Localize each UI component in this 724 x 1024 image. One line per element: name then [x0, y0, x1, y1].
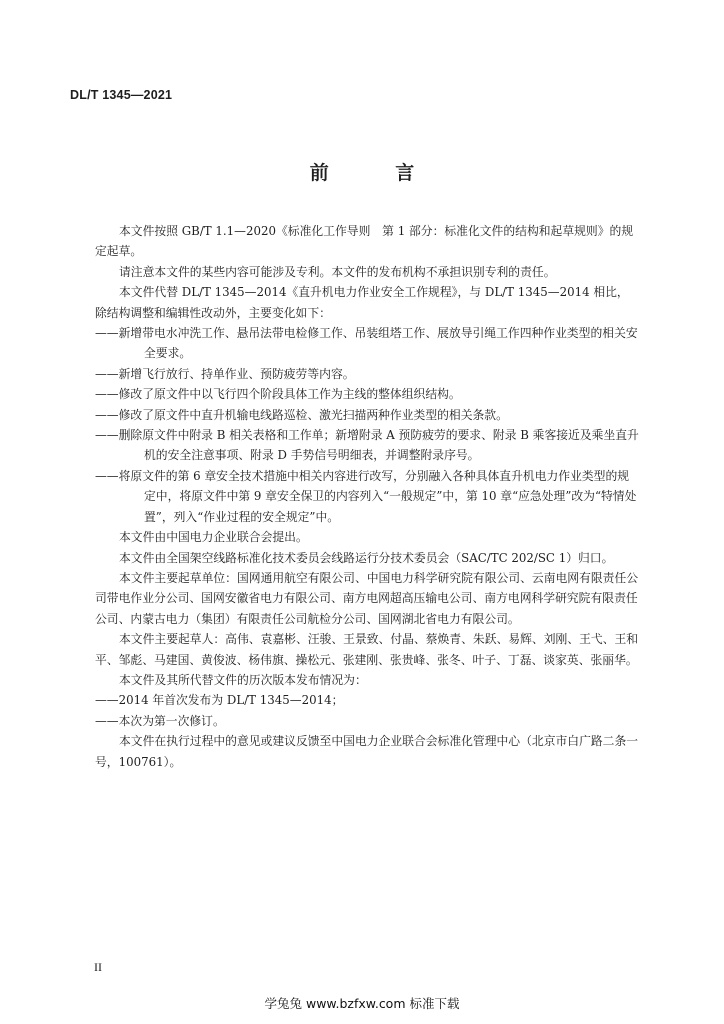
change-item: ——修改了原文件中以飞行四个阶段具体工作为主线的整体组织结构。 [95, 387, 461, 402]
paragraph-drafting-units: 本文件主要起草单位：国网通用航空有限公司、中国电力科学研究院有限公司、云南电网有限责任公司带电作业分公司、国网安徽省电力有限公司、南方电网超高压输电公司、南方电网科学研究院有限责任公司、内蒙古电力（集团）有限责任公司航检分公司、国网湖北省电力有限公司。 [95, 570, 639, 626]
change-item: ——新增带电水冲洗工作、悬吊法带电检修工作、吊装组塔工作、展放导引绳工作四种作业类型的相关安全要求。 [95, 326, 638, 361]
history-item: ——本次为第一次修订。 [95, 713, 225, 728]
paragraph-history-intro: 本文件及其所代替文件的历次版本发布情况为： [119, 672, 367, 687]
history-item: ——2014 年首次发布为 DL/T 1345—2014； [95, 693, 344, 708]
paragraph-replacement: 本文件代替 DL/T 1345—2014《直升机电力作业安全工作规程》，与 DL/T 1345—2014 相比，除结构调整和编辑性改动外，主要变化如下： [95, 285, 629, 320]
paragraph-technical-committee: 本文件由全国架空线路标准化技术委员会线路运行分技术委员会（SAC/TC 202/SC 1）归口。 [119, 550, 614, 565]
paragraph-drafters: 本文件主要起草人：高伟、袁嘉彬、汪骏、王景致、付晶、蔡焕青、朱跃、易辉、刘刚、王弋、王和平、邹彪、马建国、黄俊波、杨伟旗、操松元、张建刚、张贵峰、张冬、叶子、丁磊、谈家英、张丽华。 [95, 632, 639, 667]
standard-code: DL/T 1345—2021 [70, 88, 173, 102]
page-number: II [94, 960, 102, 974]
change-item: ——修改了原文件中直升机输电线路巡检、激光扫描两种作业类型的相关条款。 [95, 407, 508, 422]
page-title: 前 言 [309, 162, 445, 184]
paragraph-drafting-basis: 本文件按照 GB/T 1.1—2020《标准化工作导则 第 1 部分：标准化文件的结构和起草规则》的规定起草。 [95, 224, 634, 259]
change-item: ——新增飞行放行、持单作业、预防疲劳等内容。 [95, 366, 355, 381]
change-item: ——将原文件的第 6 章安全技术措施中相关内容进行改写，分别融入各种具体直升机电力作业类型的规定中，将原文件中第 9 章安全保卫的内容列入“一般规定”中，第 10 章“应急处理”改为“特情处置”，列入“作业过程的安全规定”中。 [95, 468, 637, 524]
paragraph-feedback: 本文件在执行过程中的意见或建议反馈至中国电力企业联合会标准化管理中心（北京市白广路二条一号，100761）。 [95, 734, 639, 769]
paragraph-patent-notice: 请注意本文件的某些内容可能涉及专利。本文件的发布机构不承担识别专利的责任。 [119, 264, 556, 279]
foreword-body [95, 221, 640, 772]
watermark-text: 学兔兔 www.bzfxw.com 标准下载 [264, 996, 460, 1011]
change-item: ——删除原文件中附录 B 相关表格和工作单；新增附录 A 预防疲劳的要求、附录 B 乘客接近及乘坐直升机的安全注意事项、附录 D 手势信号明细表，并调整附录序号。 [95, 428, 639, 463]
paragraph-proposer: 本文件由中国电力企业联合会提出。 [119, 530, 308, 545]
